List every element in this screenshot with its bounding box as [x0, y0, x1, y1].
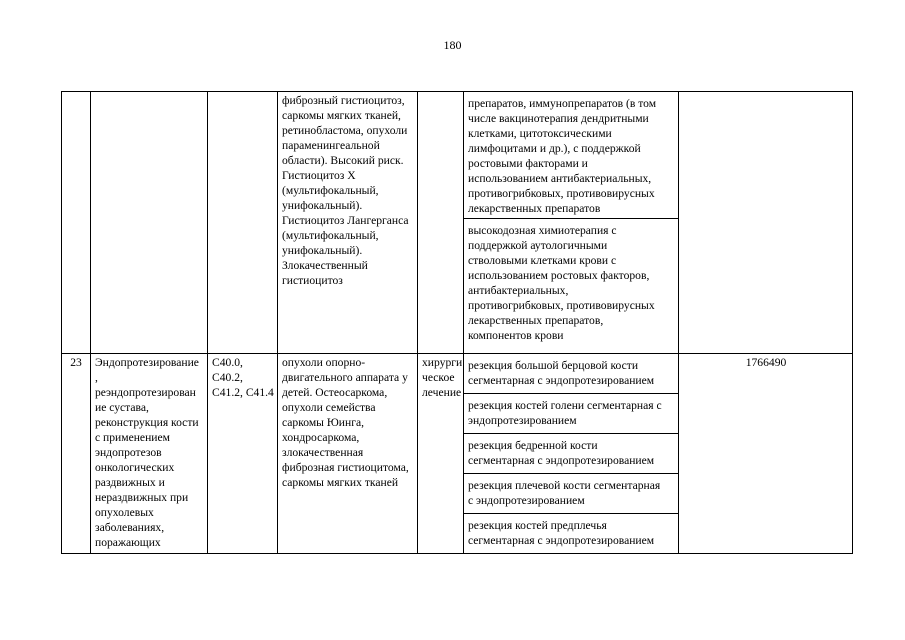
treatment-type-text: хирурги ческое лечение [422, 356, 463, 399]
disease-text: опухоли опорно- двигательного аппарата у детей. Остеосаркома, опухоли семейства саркомы Юинга, хондросаркома, злокачественная фиброзная гистиоцитома, саркомы мягких тканей [282, 356, 409, 489]
treatment-method-cell [464, 474, 679, 514]
treatment-method-cell [464, 514, 679, 554]
row-number-cell [62, 92, 91, 354]
disease-text: фиброзный гистиоцитоз, саркомы мягких тканей, ретинобластома, опухоли параменингеальной области). Высокий риск. Гистиоцитоз X (мультифокальный, унифокальный). Гистиоцитоз Лангерганса (мультифокальный, унифокальный). Злокачественный гистиоцитоз [282, 94, 409, 287]
treatment-method-text: высокодозная химиотерапия с поддержкой аутологичными стволовыми клетками крови с использованием ростовых факторов, антибактериальных, противогрибковых, противовирусных лекарственных препаратов, компонентов крови [468, 224, 655, 342]
price-value: 1766490 [745, 356, 787, 369]
row-number: 23 [70, 356, 82, 369]
table-row-23 [62, 354, 853, 394]
disease-cell [278, 354, 418, 554]
price-cell [679, 92, 853, 354]
treatment-method-text: резекция бедренной кости сегментарная с эндопротезированием [468, 439, 655, 467]
treatment-method-cell [464, 434, 679, 474]
treatment-method-cell [464, 354, 679, 394]
care-type-cell [91, 354, 208, 554]
treatment-type-cell [418, 354, 464, 554]
treatment-type-cell [418, 92, 464, 354]
row-number-cell [62, 354, 91, 554]
treatment-method-cell [464, 394, 679, 434]
care-type-cell [91, 92, 208, 354]
price-cell [679, 354, 853, 554]
treatment-method-cell [464, 92, 679, 219]
disease-cell [278, 92, 418, 354]
icd-codes-cell [208, 354, 278, 554]
care-type-text: Эндопротезирование , реэндопротезирован ие сустава, реконструкция кости с применением эндопротезов онкологических раздвижных и нераздвижных при опухолевых заболеваниях, поражающих [95, 356, 199, 549]
treatment-method-text: резекция плечевой кости сегментарная с эндопротезированием [468, 479, 661, 507]
medical-care-table [61, 91, 853, 554]
icd-codes-cell [208, 92, 278, 354]
table-row-continuation [62, 92, 853, 219]
treatment-method-text: резекция костей голени сегментарная с эндопротезированием [468, 399, 662, 427]
icd-codes-text: C40.0, C40.2, C41.2, C41.4 [212, 356, 274, 399]
treatment-method-cell [464, 219, 679, 354]
treatment-method-text: резекция большой берцовой кости сегментарная с эндопротезированием [468, 359, 655, 387]
treatment-method-text: препаратов, иммунопрепаратов (в том числе вакцинотерапия дендритными клетками, цитотоксическими лимфоцитами и др.), с поддержкой ростовыми факторами и использованием антибактериальных, противогрибковых, противовирусных лекарственных препаратов [468, 97, 657, 215]
treatment-method-text: резекция костей предплечья сегментарная с эндопротезированием [468, 519, 655, 547]
page-number: 180 [443, 38, 462, 52]
